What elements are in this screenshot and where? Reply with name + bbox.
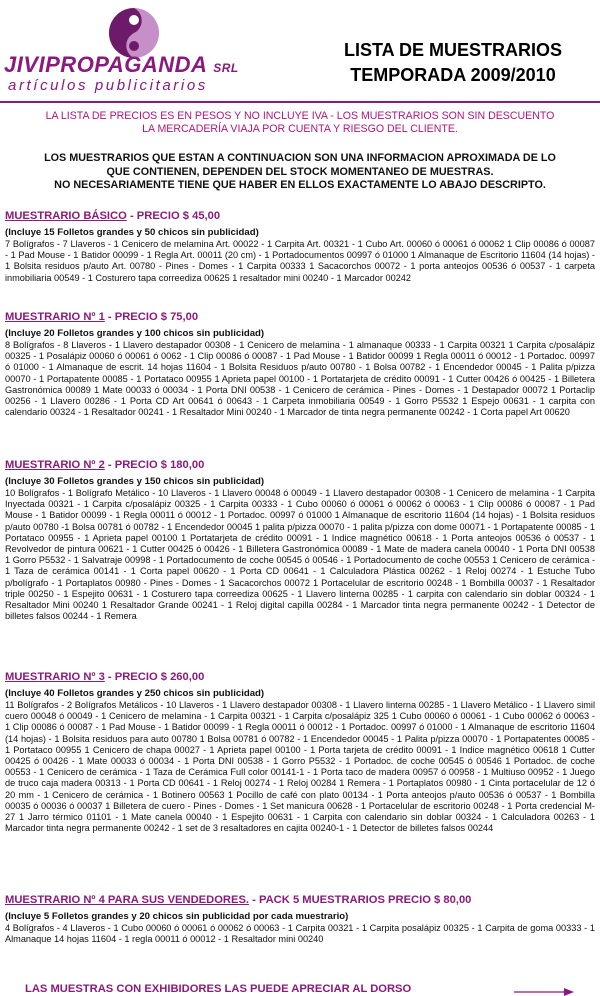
section-subtitle: (Incluye 30 Folletos grandes y 150 chicos sin publicidad) <box>5 476 265 487</box>
section-subtitle: (Incluye 20 Folletos grandes y 100 chicos sin publicidad) <box>5 328 265 339</box>
section-subtitle: (Incluye 40 Folletos grandes y 250 chicos sin publicidad) <box>5 688 265 699</box>
section-basico <box>5 209 595 284</box>
title-line-1: LISTA DE MUESTRARIOS <box>343 40 562 60</box>
section-price: - PRECIO $ 75,00 <box>107 311 199 323</box>
section-price: - PRECIO $ 260,00 <box>107 671 205 683</box>
section-muestrario-3 <box>5 670 595 834</box>
section-name: MUESTRARIO Nº 4 PARA SUS VENDEDORES. <box>5 894 250 906</box>
section-title <box>5 893 595 907</box>
section-muestrario-2 <box>5 458 595 622</box>
title-line-2: TEMPORADA 2009/2010 <box>350 65 556 85</box>
section-items: 11 Bolígrafos - 2 Bolígrafos Metálicos - 10 Llaveros - 1 Llavero destapador 00308 - 1 Llavero linterna 00285 - 1 Llavero Metálico - 1 Llavero simil cuero 00048 ó 00049 - 1 Cenicero de melamina - 1 Carpita 00321 - 1 Carpita c/posalápiz 325 1 Cubo 00060 ó 00061 - 1 Cubo 00062 ó 00063 - 1 Clip 00086 ó 00087 - 1 Pad Mouse - 1 Batidor 00099 - 1 Regla 00011 ó 00012 - 1 Portadoc. 00997 ó 01000 - 1 Almanaque de escritorio 11604 (14 hojas) - 1 Bolsita residuos para auto 00780 1 Bolsa 00781 ó 00782 - 1 Encendedor 00045 - 1 Palita p/pizza 00070 - 1 Portapatentes 00085 - 1 Portataco 00955 1 Cenicero de chapa 00027 - 1 Aprieta papel 00100 - 1 Porta tarjeta de crédito 00091 - 1 Indice magnético 00618 1 Cutter 00425 ó 00426 - 1 Mate 00033 ó 00034 - 1 Porta DNI 00538 - 1 Gorro P5532 - 1 Portadoc. de coche 00545 ó 00546 1 Portadoc. de coche 00553 - 1 Cenicero de cerámica - 1 Taza de Cerámica Full color 00141-1 - 1 Porta taco de madera 00957 ó 00958 - 1 Multiuso 00952 - 1 Juego de truco caja madera 00313 - 1 Porta CD 00641 - 1 Reloj 00274 - 1 Reloj 00284 1 Remera - 1 Portaplatos 00980 - 1 Cinta portacelular de 12 ó 20 mm - 1 Cenicero de cerámica - 1 Botinero 00563 1 Pocillo de café con plato 00134 - 1 Porta anteojos p/auto 00536 ó 00537 - 1 Bombilla 00035 ó 00036 ó 00037 1 Billetera de cuero - Pines - Domes - 1 Set manicura 00628 - 1 Portacelular de escritorio 00248 - 1 Porta credencial M-27 1 Jarro térmico 01101 - 1 Mate canela 00040 - 1 Espejito 00631 - 1 Carpita con calendario sin doblar 00324 - 1 Calculadora 00263 - 1 Marcador tinta negra permanente 00242 - 1 set de 3 resaltadores en cajita 00240-1 - 1 Detector de billetes falsos 00244 <box>5 700 595 834</box>
warning-line-1: LOS MUESTRARIOS QUE ESTAN A CONTINUACION SON UNA INFORMACION APROXIMADA DE LO <box>44 152 556 164</box>
section-name: MUESTRARIO Nº 1 <box>5 311 105 323</box>
warning-line-2: QUE CONTIENEN, DEPENDEN DEL STOCK MOMENTANEO DE MUESTRAS. <box>106 165 494 178</box>
page-title <box>308 38 598 88</box>
section-title <box>5 670 595 684</box>
section-muestrario-4 <box>5 893 595 945</box>
warning-line-3: NO NECESARIAMENTE TIENE QUE HABER EN ELLOS EXACTAMENTE LO ABAJO DESCRIPTO. <box>54 179 546 191</box>
section-subtitle: (Incluye 5 Folletos grandes y 20 chicos sin publicidad por cada muestrario) <box>5 911 349 922</box>
arrow-right-icon <box>514 988 574 996</box>
section-subtitle: (Incluye 15 Folletos grandes y 50 chicos sin publicidad) <box>5 227 259 238</box>
section-items: 8 Bolígrafos - 8 Llaveros - 1 Llavero destapador 00308 - 1 Cenicero de melamina - 1 almanaque 00333 - 1 Carpita 00321 1 Carpita c/posalápiz 00325 - 1 Posalápiz 00060 ó 00061 ó 0062 - 1 Clip 00086 ó 00087 - 1 Pad Mouse - 1 Batidor 00099 1 Regla 00011 ó 00012 - 1 Portadoc. 00997 ó 01000 - 1 Almanaque de escrit. 14 hojas 11604 - 1 Bolsita Residuos p/auto 00780 - 1 Bolsa 00782 - 1 Encendedor 00045 - 1 Palita p/pizza 00070 - 1 Portapatente 00085 - 1 Portataco 00955 1 Aprieta papel 00100 - 1 Portatarjeta de crédito 00091 - 1 Cutter 00426 ó 00425 - 1 Billetera Gastronómica 00089 1 Mate 00033 ó 00034 - 1 Porta DNI 00538 - 1 Cenicero de cerámica - Pines - Domes - 1 Destapador 00072 1 Portaclip 00256 - 1 Llavero 00286 - 1 Porta CD Art 00641 ó 00643 - 1 Carpeta inmobiliaria 00549 - 1 Gorro P5532 1 Espejo 00631 - 1 carpita con calendario 00324 - 1 Resaltador 00241 - 1 Resaltador Mini 00240 - 1 Marcador de tinta negra permanente 00242 - 1 Corta papel Art 00620 <box>5 340 595 418</box>
section-items: 7 Bolígrafos - 7 Llaveros - 1 Cenicero de melamina Art. 00022 - 1 Carpita Art. 00321 - 1 Cubo Art. 00060 ó 00061 ó 00062 1 Clip 00086 ó 00087 - 1 Pad Mouse - 1 Batidor 00099 - 1 Regla Art. 00011 (20 cm) - 1 Portadocumentos 00997 ó 01000 1 Almanaque de Escritorio 11604 (14 hojas) - 1 Bolsita residuos p/auto Art. 00780 - Pines - Domes - 1 Carpita 00333 1 Sacacorchos 00072 - 1 porta anteojos 00536 ó 00537 - 1 carpeta inmobiliaria 00549 - 1 Costurero tapa correediza 00625 1 resaltador mini 00240 - 1 Marcador 00242 <box>5 239 595 283</box>
stock-warning <box>8 152 592 193</box>
notice-line-1: LA LISTA DE PRECIOS ES EN PESOS Y NO INCLUYE IVA - LOS MUESTRARIOS SON SIN DESCUENTO <box>45 110 555 122</box>
section-name: MUESTRARIO Nº 3 <box>5 671 105 683</box>
section-title <box>5 458 595 472</box>
header <box>0 0 600 100</box>
section-name: MUESTRARIO Nº 2 <box>5 459 105 471</box>
price-notice <box>0 110 600 136</box>
section-items: 4 Bolígrafos - 4 Llaveros - 1 Cubo 00060 ó 00061 ó 00062 ó 00063 - 1 Carpita 00321 - 1 Carpita posalápiz 00325 - 1 Carpita de goma 00333 - 1 Almanaque 14 hojas 11604 - 1 regla 00011 ó 00012 - 1 Resaltador mini 00240 <box>5 923 595 945</box>
section-title <box>5 310 595 324</box>
section-name: MUESTRARIO BÁSICO <box>5 210 127 222</box>
section-items: 10 Bolígrafos - 1 Bolígrafo Metálico - 10 Llaveros - 1 Llavero 00048 ó 00049 - 1 Llavero destapador 00308 - 1 Cenicero de melamina - 1 Carpita Inyectada 00321 - 1 Carpita c/posalápiz 00325 - 1 Carpita 00333 - 1 Cubo 00060 ó 00061 ó 00062 ó 00063 - 1 Clip 00086 ó 00087 - 1 Pad Mouse - 1 Batidor 00099 - 1 Regla 00011 ó 00012 - 1 Portadoc. 00997 ó 01000 1 Almanaque de escritorio 11604 (14 hojas) - 1 Bolsita residuos p/auto 00780 -1 Bolsa 00781 ó 00782 - 1 Encendedor 00045 1 palita p/pizza 00070 - 1 palita p/pizza con dome 00071 - 1 Portapatente 00085 - 1 Portataco 00955 - 1 Aprieta papel 00100 1 Portatarjeta de crédito 00091 - 1 Indice magnético 00618 - 1 Porta anteojos 00536 ó 00537 - 1 Revolvedor de pintura 00621 - 1 Cutter 00425 ó 00426 - 1 Billetera Gastronómica 00089 - 1 Mate de madera canela 00040 - 1 Porta DNI 00538 1 Gorro P5532 - 1 Salvatraje 00998 - 1 Portadocumento de coche 00545 ó 00546 - 1 Portadocumento de coche 00553 1 Cenicero de cerámica - 1 Taza de cerámica 00141 - 1 Corta papel 00620 - 1 Porta CD 00641 - 1 Calculadora Plástica 00262 - 1 Reloj 00274 - 1 Estuche Tubo p/bolígrafo - 1 Portaplatos 00980 - Pines - Domes - 1 Sacacorchos 00072 1 Portacelular de escritorio 00248 - 1 Bombilla 00037 - 1 Resaltador triple 00250 - 1 Espejito 00631 - 1 Costurero tapa correediza 00625 - 1 Llavero linterna 00285 - 1 carpita con calendario sin doblar 00324 - 1 Resaltador Mini 00240 1 Resaltador Grande 00241 - 1 Reloj digital capilla 00284 - 1 Marcador tinta negra permanente 00242 - 1 Detector de billetes falsos 00244 - 1 Remera <box>5 488 595 622</box>
section-title <box>5 209 595 223</box>
logo-suffix: SRL <box>213 61 239 75</box>
footer-note: LAS MUESTRAS CON EXHIBIDORES LAS PUEDE APRECIAR AL DORSO <box>25 983 412 995</box>
section-price: - PRECIO $ 45,00 <box>129 210 221 222</box>
section-muestrario-1 <box>5 310 595 418</box>
notice-line-2: LA MERCADERÍA VIAJA POR CUENTA Y RIESGO DEL CLIENTE. <box>142 123 458 135</box>
header-divider <box>0 101 600 103</box>
section-price: - PACK 5 MUESTRARIOS PRECIO $ 80,00 <box>252 894 472 906</box>
section-price: - PRECIO $ 180,00 <box>107 459 205 471</box>
logo-name <box>4 52 239 78</box>
logo-tagline: artículos publicitarios <box>8 77 208 94</box>
logo-name-text: JIVIPROPAGANDA <box>4 52 207 77</box>
